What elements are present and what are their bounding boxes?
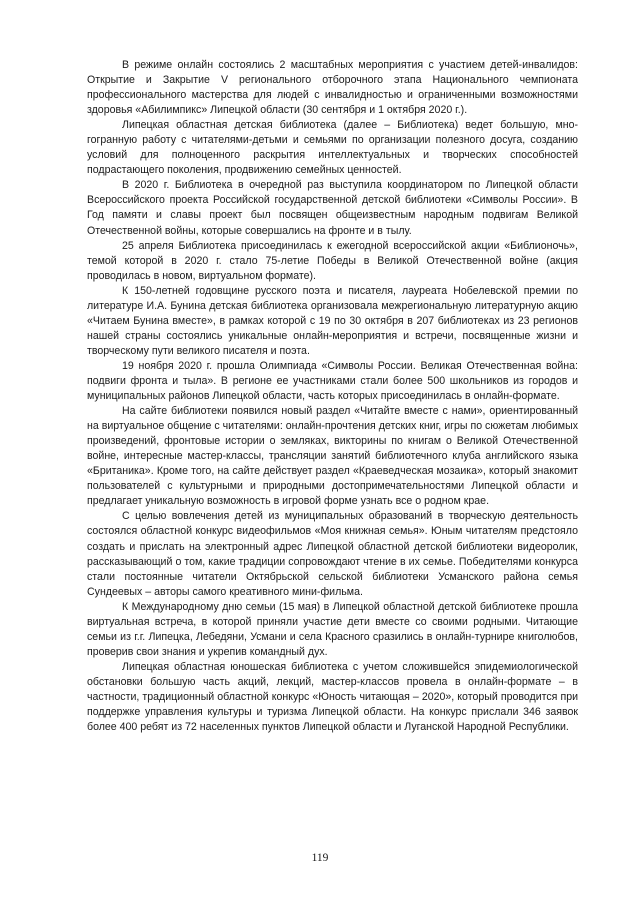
page-body (87, 58, 578, 735)
paragraph: К 150-летней годовщине русского поэта и писателя, лауреата Нобелевской премии по литературе И.А. Бунина детская библиотека организовала межрегиональную литературную акцию «Читаем Бунина вместе», в рамках которой с 19 по 30 октября в 207 библиотеках из 23 регионов нашей страны состоялись уникальные онлайн-мероприятия и встречи, посвященные жизни и творческому пути великого писателя и поэта. (87, 284, 578, 357)
page-number: 119 (311, 852, 329, 864)
paragraph: С целью вовлечения детей из муниципальных образований в творческую деятельность состоялся областной конкурс видеофильмов «Моя книжная семья». Юным читателям предстояло создать и прислать на электронный адрес Липецкой областной детской библиотеки видеоролик, рассказывающий о том, какие традиции сопровождают чтение в их семье. Победителями конкурса стали постоянные читатели Октябрьской сельской библиотеки Усманского района семья Сундеевых – авторы самого креативного мини-фильма. (87, 510, 578, 598)
paragraph: 19 ноября 2020 г. прошла Олимпиада «Символы России. Великая Отечественная война: подвиги фронта и тыла». В регионе ее участниками стали более 500 школьников из городов и муниципальных районов Липецкой области, часть которых присоединилась в онлайн-формате. (87, 359, 578, 403)
paragraph: К Международному дню семьи (15 мая) в Липецкой областной детской библиотеке прошла виртуальная встреча, в которой приняли участие дети вместе со своими родными. Читающие семьи из г.г. Липецка, Лебедяни, Усмани и села Красного сразились в онлайн-турнире книголюбов, проверив свои знания и укрепив командный дух. (87, 600, 578, 658)
paragraph: 25 апреля Библиотека присоединилась к ежегодной всероссийской акции «Библионочь», темой которой в 2020 г. стало 75-летие Победы в Великой Отечественной войне (акция проводилась в новом, виртуальном формате). (87, 239, 578, 282)
paragraph: В режиме онлайн состоялись 2 масштабных мероприятия с участием детей-инвалидов: Открытие и Закрытие V регионального отборочного этапа Национального чемпионата профессионального мастерства для людей с инвалидностью и ограниченными возможностями здоровья «Абилимпикс» Липецкой области (30 сентября и 1 октября 2020 г.). (87, 59, 578, 117)
paragraph: На сайте библиотеки появился новый раздел «Читайте вместе с нами», ориентированный на виртуальное общение с читателями: онлайн-прочтения детских книг, игры по сюжетам любимых произведений, фронтовые истории о земляках, викторины по книгам о Великой Отечественной войне, интересные мастер-классы, трансляции занятий библиотечного клуба английского языка «Британика». Кроме того, на сайте действует раздел «Краеведческая мозаика», который знакомит пользователей с культурными и природными достопримечательностями Липецкой области и предлагает уникальную возможность в игровой форме узнать все о родном крае. (87, 405, 578, 508)
paragraph: В 2020 г. Библиотека в очередной раз выступила координатором по Липецкой области Всероссийского проекта Российской государственной детской библиотеки «Символы России». В Год памяти и славы проект был посвящен общеизвестным народным подвигам Великой Отечественной войны, которые совершались на фронте и в тылу. (87, 179, 578, 237)
paragraph: Липецкая областная юношеская библиотека с учетом сложившейся эпидемиологической обстановки большую часть акций, лекций, мастер-классов провела в онлайн-формате – в частности, традиционный областной конкурс «Юность читающая – 2020», который проводится при поддержке управления культуры и туризма Липецкой области. На конкурс прислали 346 заявок более 400 ребят из 72 населенных пунктов Липецкой области и Луганской Народной Республики. (87, 660, 578, 734)
paragraph: Липецкая областная детская библиотека (далее – Библиотека) ведет большую, многогранную работу с читателями-детьми и семьями по организации полезного досуга, созданию условий для полноценного раскрытия интеллектуальных и творческих способностей подрастающего поколения, продвижению семейных ценностей. (87, 119, 578, 177)
